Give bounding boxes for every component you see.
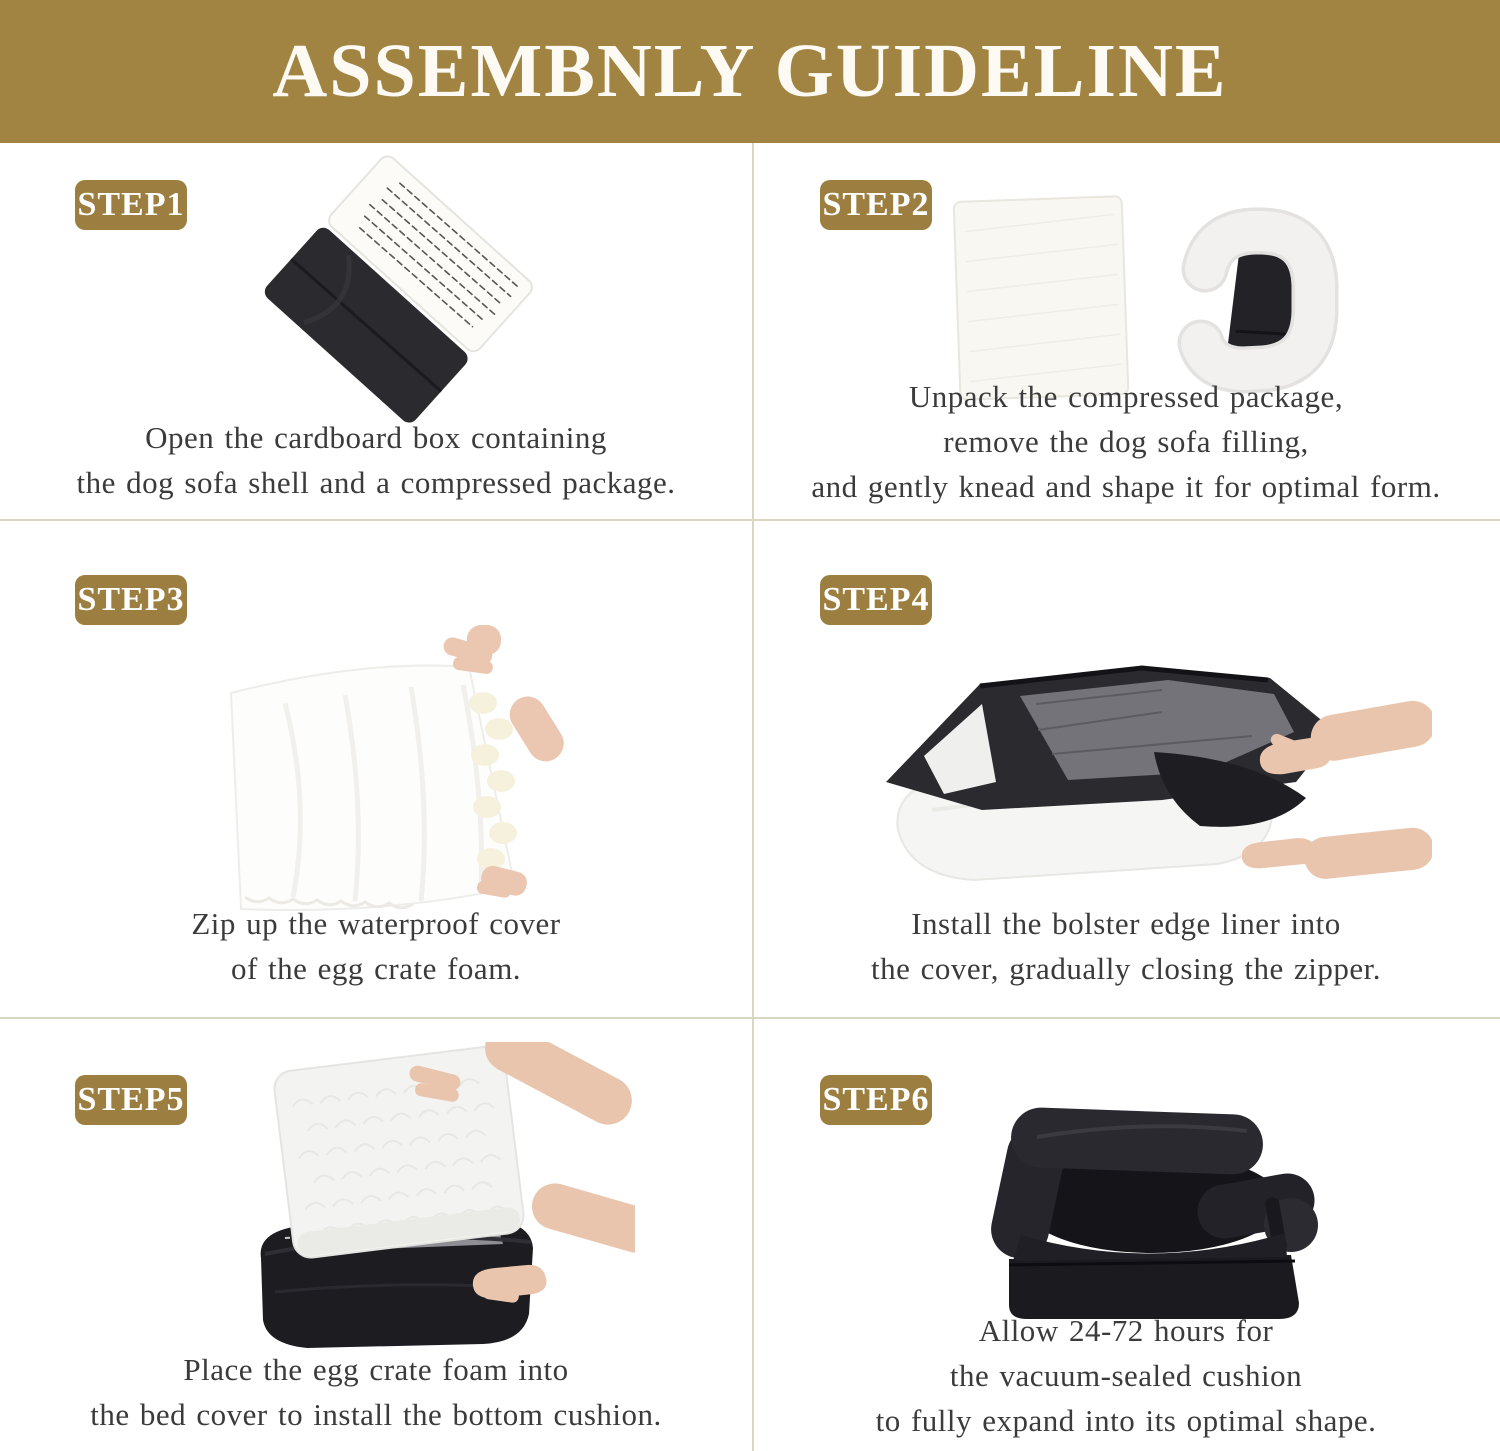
step-3-cover-illustration (215, 625, 565, 925)
caption-line: remove the dog sofa filling, (943, 424, 1309, 459)
step-4-badge: STEP4 (820, 575, 932, 625)
step-1-badge: STEP1 (75, 180, 187, 230)
caption-line: the cover, gradually closing the zipper. (871, 951, 1381, 986)
step-5-section (0, 1017, 752, 1451)
caption-line: Open the cardboard box containing (145, 420, 607, 455)
step-1-compressed-package-illustration (225, 151, 565, 431)
caption-line: Zip up the waterproof cover (191, 906, 561, 941)
page-title: ASSEMBNLY GUIDELINE (272, 29, 1228, 113)
step-5-badge: STEP5 (75, 1075, 187, 1125)
step-6-badge: STEP6 (820, 1075, 932, 1125)
step-3-caption (0, 901, 752, 991)
step-2-caption (752, 374, 1500, 509)
caption-line: and gently knead and shape it for optimal form. (811, 469, 1441, 504)
step-5-foam-illustration (165, 1042, 635, 1362)
step-4-caption (752, 901, 1500, 991)
caption-line: the bed cover to install the bottom cushion. (90, 1397, 662, 1432)
step-4-section (752, 519, 1500, 1017)
step-6-caption (752, 1308, 1500, 1443)
caption-line: Place the egg crate foam into (183, 1352, 569, 1387)
step-2-section (752, 143, 1500, 519)
step-2-badge: STEP2 (820, 180, 932, 230)
caption-line: Unpack the compressed package, (908, 379, 1344, 414)
header-banner (0, 0, 1500, 143)
step-6-finished-sofa-illustration (947, 1067, 1347, 1332)
caption-line: the dog sofa shell and a compressed package. (76, 465, 676, 500)
step-1-caption (0, 415, 752, 505)
caption-line: Allow 24-72 hours for (978, 1313, 1274, 1348)
step-3-section (0, 519, 752, 1017)
caption-line: to fully expand into its optimal shape. (875, 1403, 1377, 1438)
caption-line: the vacuum-sealed cushion (949, 1358, 1303, 1393)
caption-line: Install the bolster edge liner into (911, 906, 1341, 941)
caption-line: of the egg crate foam. (230, 951, 522, 986)
step-5-caption (0, 1347, 752, 1437)
step-1-section (0, 143, 752, 519)
step-4-liner-illustration (832, 634, 1432, 904)
step-3-badge: STEP3 (75, 575, 187, 625)
step-6-section (752, 1017, 1500, 1451)
